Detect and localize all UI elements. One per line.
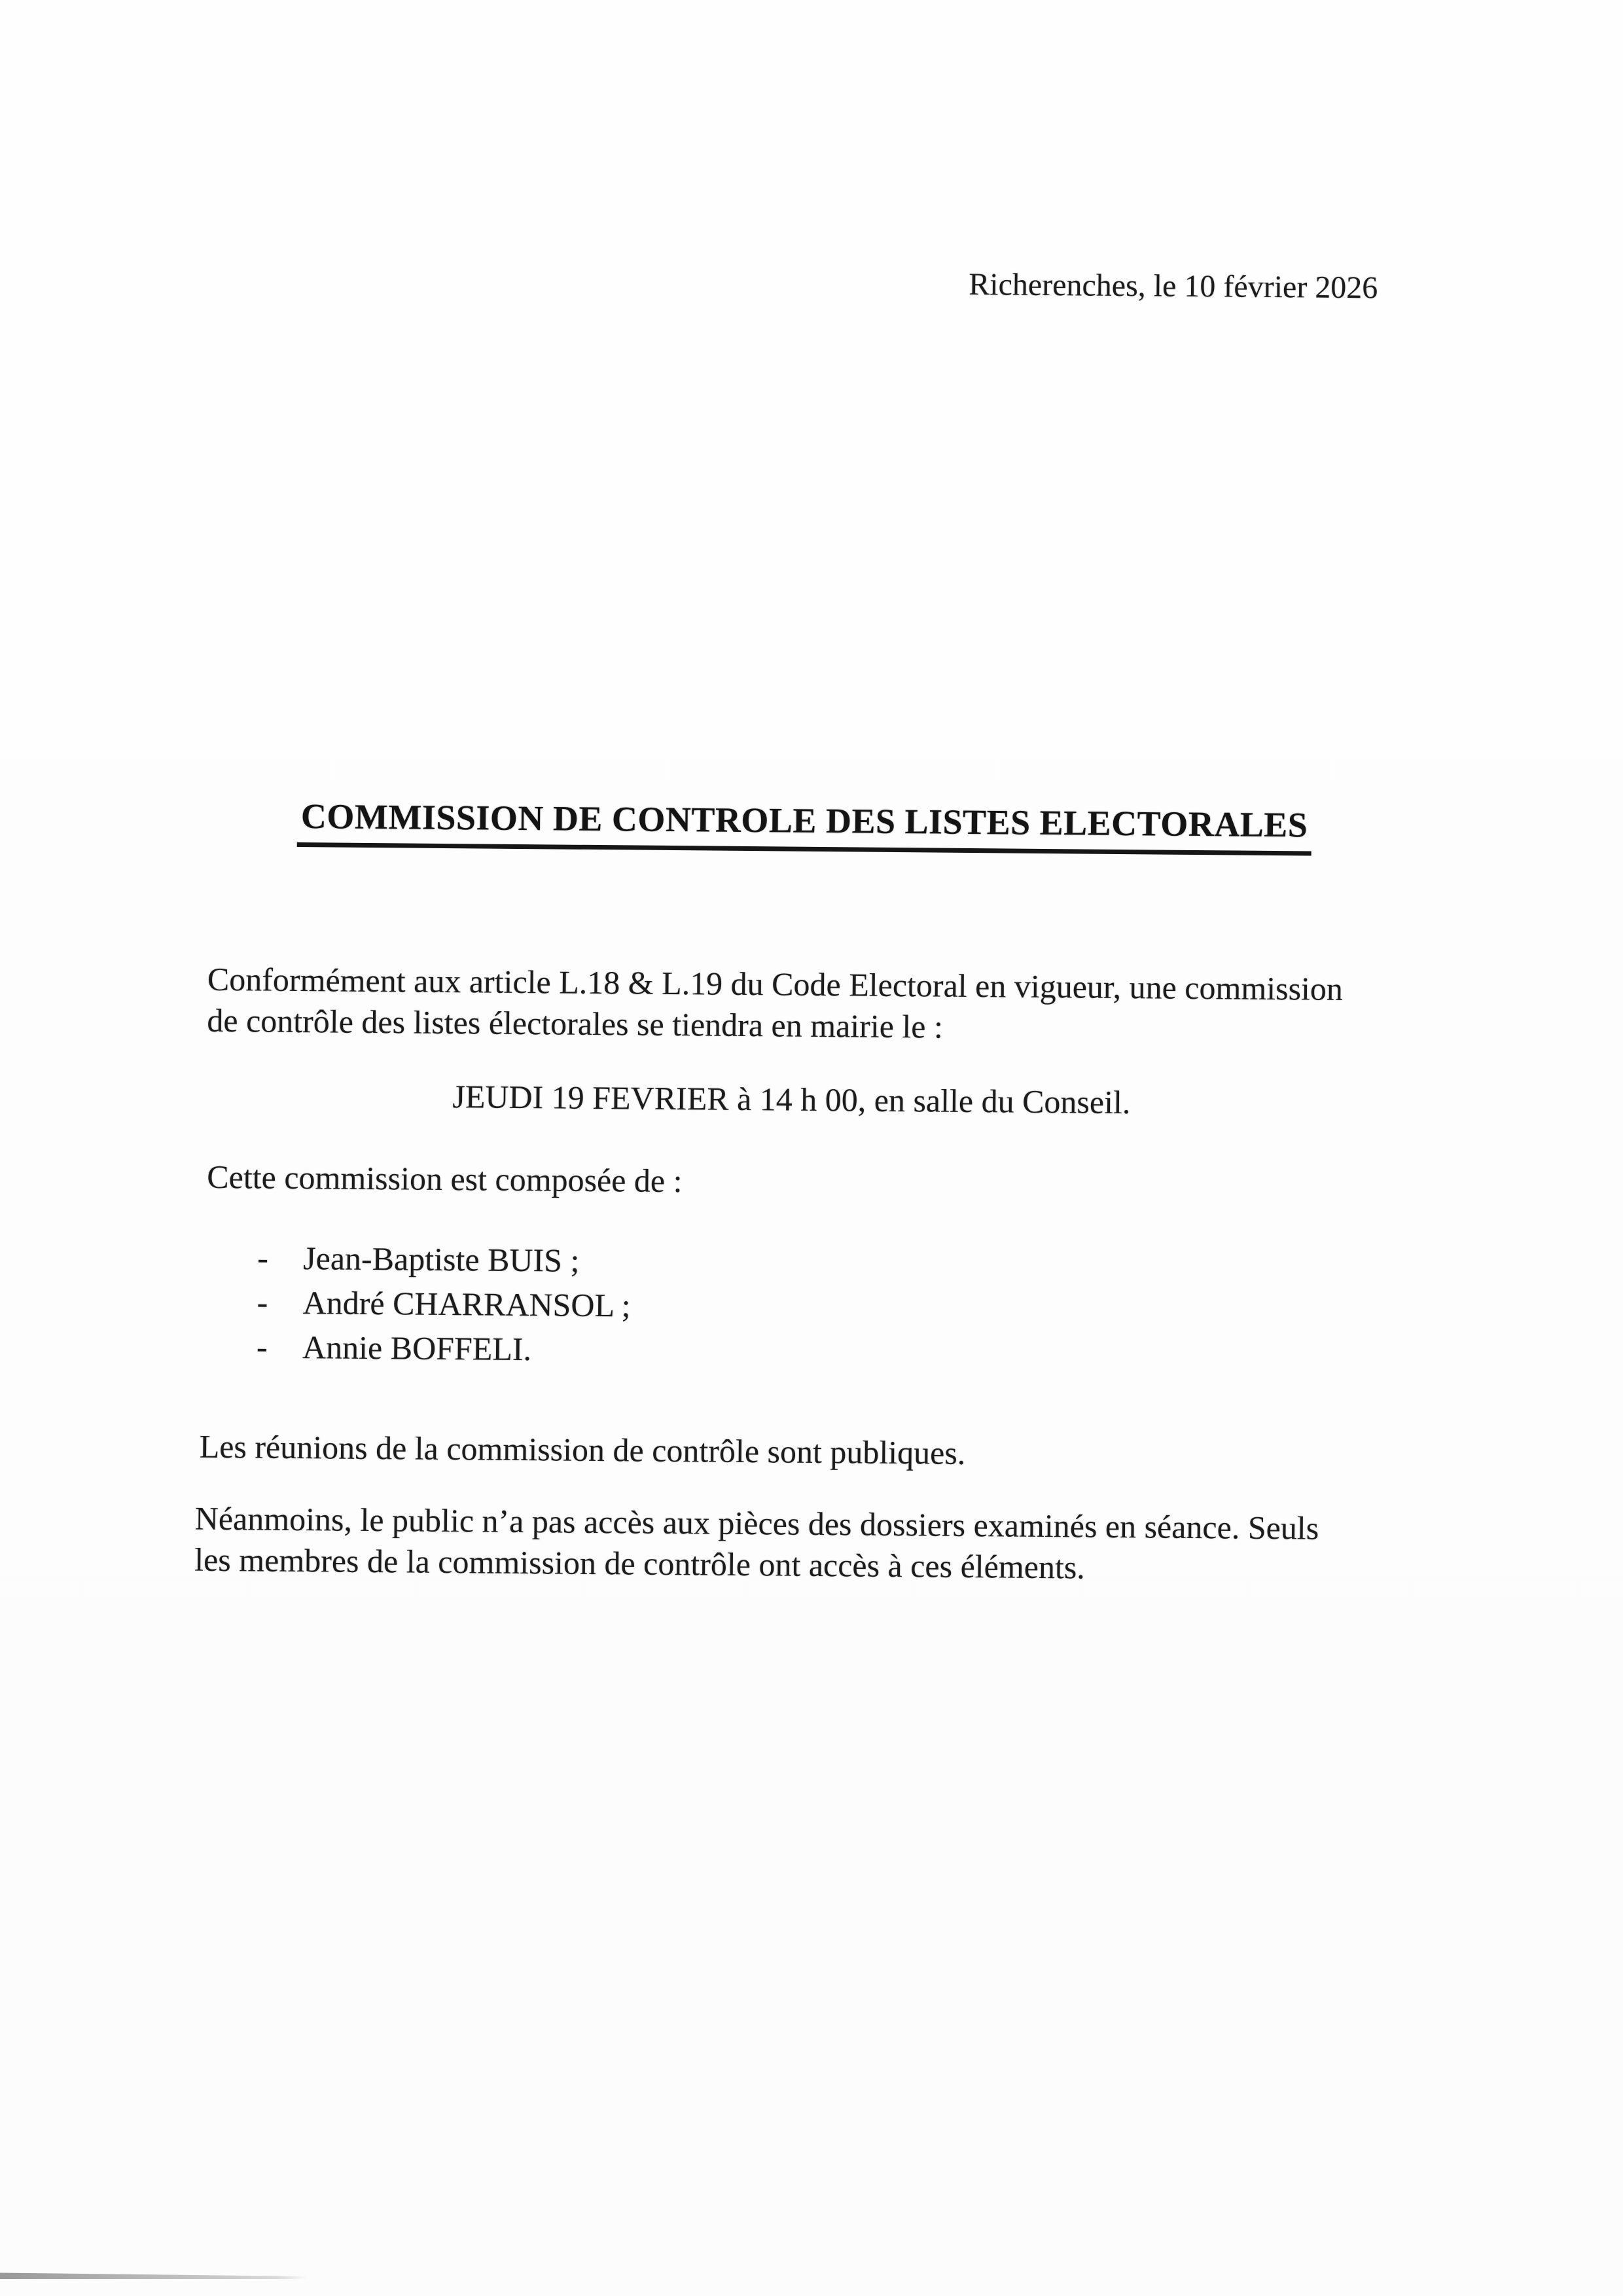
member-row xyxy=(257,1325,631,1372)
member-name: Jean-Baptiste BUIS ; xyxy=(302,1240,580,1279)
member-name: André CHARRANSOL ; xyxy=(302,1284,631,1324)
member-row xyxy=(257,1236,632,1283)
closing-paragraph xyxy=(194,1498,1319,1590)
document-title: COMMISSION DE CONTROLE DES LISTES ELECTORALES xyxy=(297,796,1312,856)
title-row xyxy=(0,793,1616,859)
intro-line-2: de contrôle des listes électorales se tiendra en mairie le : xyxy=(207,1001,944,1045)
composition-intro-line: Cette commission est composée de : xyxy=(207,1158,683,1200)
member-name: Annie BOFFELI. xyxy=(302,1329,532,1368)
meeting-date-line: JEUDI 19 FEVRIER à 14 h 00, en salle du Conseil. xyxy=(452,1078,1131,1121)
closing-line-1: Néanmoins, le public n’a pas accès aux pièces des dossiers examinés en séance. Seuls xyxy=(194,1499,1319,1547)
member-row xyxy=(257,1280,631,1328)
members-list xyxy=(257,1236,632,1372)
intro-line-1: Conformément aux article L.18 & L.19 du Code Electoral en vigueur, une commission xyxy=(207,960,1344,1007)
closing-line-2: les membres de la commission de contrôle ont accès à ces éléments. xyxy=(194,1541,1086,1586)
bullet-dash: - xyxy=(256,1328,268,1365)
city-date-line: Richerenches, le 10 février 2026 xyxy=(969,266,1378,306)
public-meetings-line: Les réunions de la commission de contrôle sont publiques. xyxy=(199,1427,966,1471)
bullet-dash: - xyxy=(257,1239,269,1276)
intro-paragraph xyxy=(207,959,1343,1051)
bullet-dash: - xyxy=(257,1283,268,1321)
